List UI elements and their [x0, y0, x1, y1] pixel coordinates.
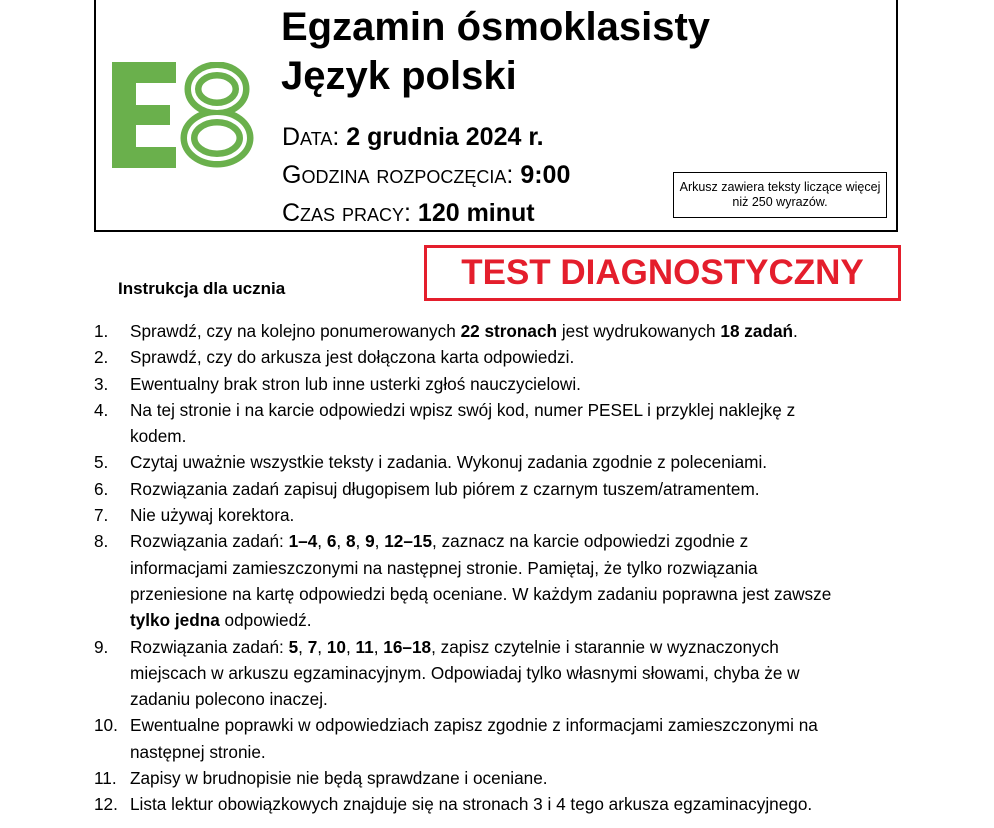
subject-title: Język polski — [281, 54, 517, 98]
instruction-item — [94, 634, 974, 713]
instruction-item — [94, 791, 974, 817]
duration-label: Czas pracy: — [282, 199, 411, 227]
instruction-item — [94, 449, 974, 475]
e8-logo — [112, 62, 257, 168]
instruction-number: 12. — [94, 794, 118, 815]
start-label: Godzina rozpoczęcia: — [282, 161, 514, 189]
instruction-number: 4. — [94, 399, 109, 420]
instruction-text: Nie używaj korektora. — [130, 505, 295, 526]
start-value: 9:00 — [520, 161, 571, 189]
word-count-notice: Arkusz zawiera teksty liczące więcej niż 250 wyrazów. — [673, 172, 887, 218]
instruction-item — [94, 528, 974, 633]
exam-start-time — [282, 160, 570, 190]
instruction-item — [94, 712, 974, 765]
instruction-text: Rozwiązania zadań: 1–4, 6, 8, 9, 12–15, zaznacz na karcie odpowiedzi zgodnie z informacjami zamieszczonymi na następnej stronie. Pamiętaj, że tylko rozwiązania przeniesione na kartę odpowiedzi będą oceniane. W każdym zadaniu poprawna jest zawsze tylko jedna odpowiedź. — [130, 531, 832, 631]
instruction-item — [94, 765, 974, 791]
instruction-text: Zapisy w brudnopisie nie będą sprawdzane i oceniane. — [130, 768, 548, 789]
instruction-item — [94, 318, 974, 344]
instructions-list — [94, 318, 974, 818]
diagnostic-test-stamp: TEST DIAGNOSTYCZNY — [424, 245, 901, 301]
instruction-text: Ewentualny brak stron lub inne usterki zgłoś nauczycielowi. — [130, 373, 581, 394]
instruction-number: 10. — [94, 715, 118, 736]
exam-duration — [282, 198, 535, 228]
date-value: 2 grudnia 2024 r. — [346, 123, 544, 151]
instructions-title: Instrukcja dla ucznia — [118, 279, 286, 298]
exam-date — [282, 122, 544, 152]
e8-logo-e — [112, 62, 176, 168]
instruction-number: 8. — [94, 531, 109, 552]
instruction-text: Na tej stronie i na karcie odpowiedzi wpisz swój kod, numer PESEL i przyklej naklejkę z kodem. — [130, 399, 796, 447]
instruction-number: 5. — [94, 452, 109, 473]
instruction-number: 2. — [94, 347, 109, 368]
instruction-number: 11. — [94, 768, 117, 789]
instruction-number: 6. — [94, 478, 109, 499]
instruction-item — [94, 502, 974, 528]
instruction-text: Ewentualne poprawki w odpowiedziach zapisz zgodnie z informacjami zamieszczonymi na następnej stronie. — [130, 715, 818, 762]
instruction-text: Rozwiązania zadań: 5, 7, 10, 11, 16–18, zapisz czytelnie i starannie w wyznaczonych miejscach w arkuszu egzaminacyjnym. Odpowiadaj tylko własnymi słowami, chyba że w zadaniu polecono inaczej. — [130, 636, 800, 710]
e8-logo-8 — [189, 70, 245, 159]
instruction-number: 1. — [94, 321, 109, 341]
date-label: Data: — [282, 123, 340, 151]
instruction-item — [94, 397, 974, 450]
instruction-text: Lista lektur obowiązkowych znajduje się na stronach 3 i 4 tego arkusza egzaminacyjnego. — [130, 794, 813, 815]
instruction-item — [94, 476, 974, 502]
instruction-text: Sprawdź, czy do arkusza jest dołączona karta odpowiedzi. — [130, 347, 575, 368]
instruction-number: 3. — [94, 373, 109, 394]
instruction-text: Sprawdź, czy na kolejno ponumerowanych 22 stronach jest wydrukowanych 18 zadań. — [130, 321, 798, 341]
instruction-item — [94, 344, 974, 370]
duration-value: 120 minut — [417, 199, 535, 227]
instruction-text: Czytaj uważnie wszystkie teksty i zadania. Wykonuj zadania zgodnie z poleceniami. — [130, 452, 768, 473]
instruction-text: Rozwiązania zadań zapisuj długopisem lub piórem z czarnym tuszem/atramentem. — [130, 478, 760, 499]
instruction-item — [94, 371, 974, 397]
exam-title: Egzamin ósmoklasisty — [281, 5, 711, 49]
instruction-number: 7. — [94, 505, 109, 526]
instruction-number: 9. — [94, 636, 109, 657]
